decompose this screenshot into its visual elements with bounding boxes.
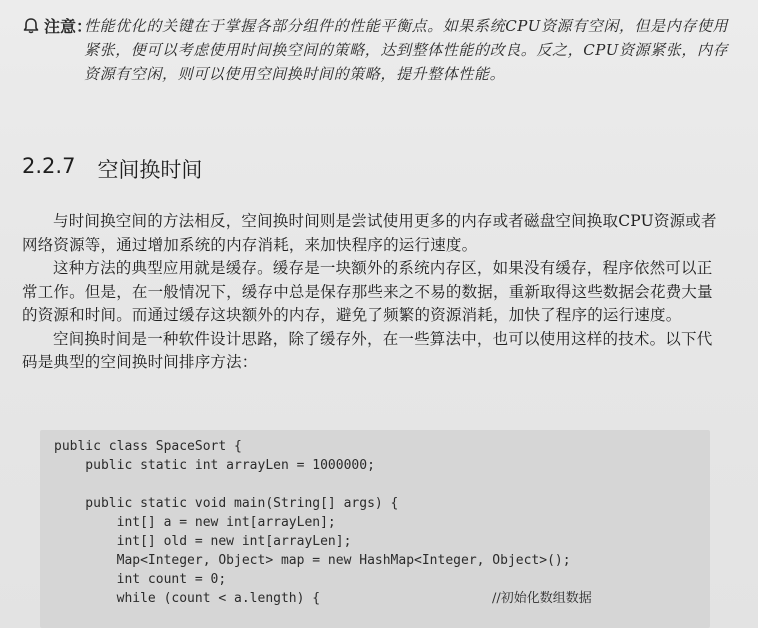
bell-icon — [22, 17, 40, 35]
code-line: public static void main(String[] args) { — [54, 496, 399, 511]
paragraph: 空间换时间是一种软件设计思路，除了缓存外，在一些算法中，也可以使用这样的技术。以下代码是典型的空间换时间排序方法： — [22, 329, 713, 371]
code-line: Map<Integer, Object> map = new HashMap<Integer, Object>(); — [54, 553, 571, 568]
note-text: 性能优化的关键在于掌握各部分组件的性能平衡点。如果系统CPU资源有空闲，但是内存使用紧张，便可以考虑使用时间换空间的策略，达到整体性能的改良。反之，CPU资源紧张，内存资源有空闲，则可以使用空间换时间的策略，提升整体性能。 — [84, 17, 729, 83]
code-line: int[] old = new int[arrayLen]; — [54, 534, 352, 549]
code-line: while (count < a.length) { — [54, 591, 321, 606]
paragraph: 与时间换空间的方法相反，空间换时间则是尝试使用更多的内存或者磁盘空间换取CPU资源或者网络资源等，通过增加系统的内存消耗，来加快程序的运行速度。 — [22, 212, 717, 254]
code-line: public class SpaceSort { — [54, 439, 242, 454]
section-heading — [22, 154, 202, 184]
code-line: int count = 0; — [54, 572, 227, 587]
section-title: 空间换时间 — [97, 158, 203, 182]
code-line: int[] a = new int[arrayLen]; — [54, 515, 336, 530]
code-comment: //初始化数组数据 — [492, 591, 592, 606]
paragraph: 这种方法的典型应用就是缓存。缓存是一块额外的系统内存区，如果没有缓存，程序依然可以正常工作。但是，在一般情况下，缓存中总是保存那些来之不易的数据，重新取得这些数据会花费大量的资源和时间。而通过缓存这块额外的内存，避免了频繁的资源消耗，加快了程序的运行速度。 — [22, 259, 713, 324]
code-line: public static int arrayLen = 1000000; — [54, 458, 375, 473]
code-block — [40, 430, 710, 628]
note-label — [22, 14, 92, 37]
note-block — [22, 14, 738, 86]
note-label-text: 注意： — [44, 17, 93, 36]
section-number: 2.2.7 — [22, 154, 76, 178]
body-text — [22, 210, 722, 375]
